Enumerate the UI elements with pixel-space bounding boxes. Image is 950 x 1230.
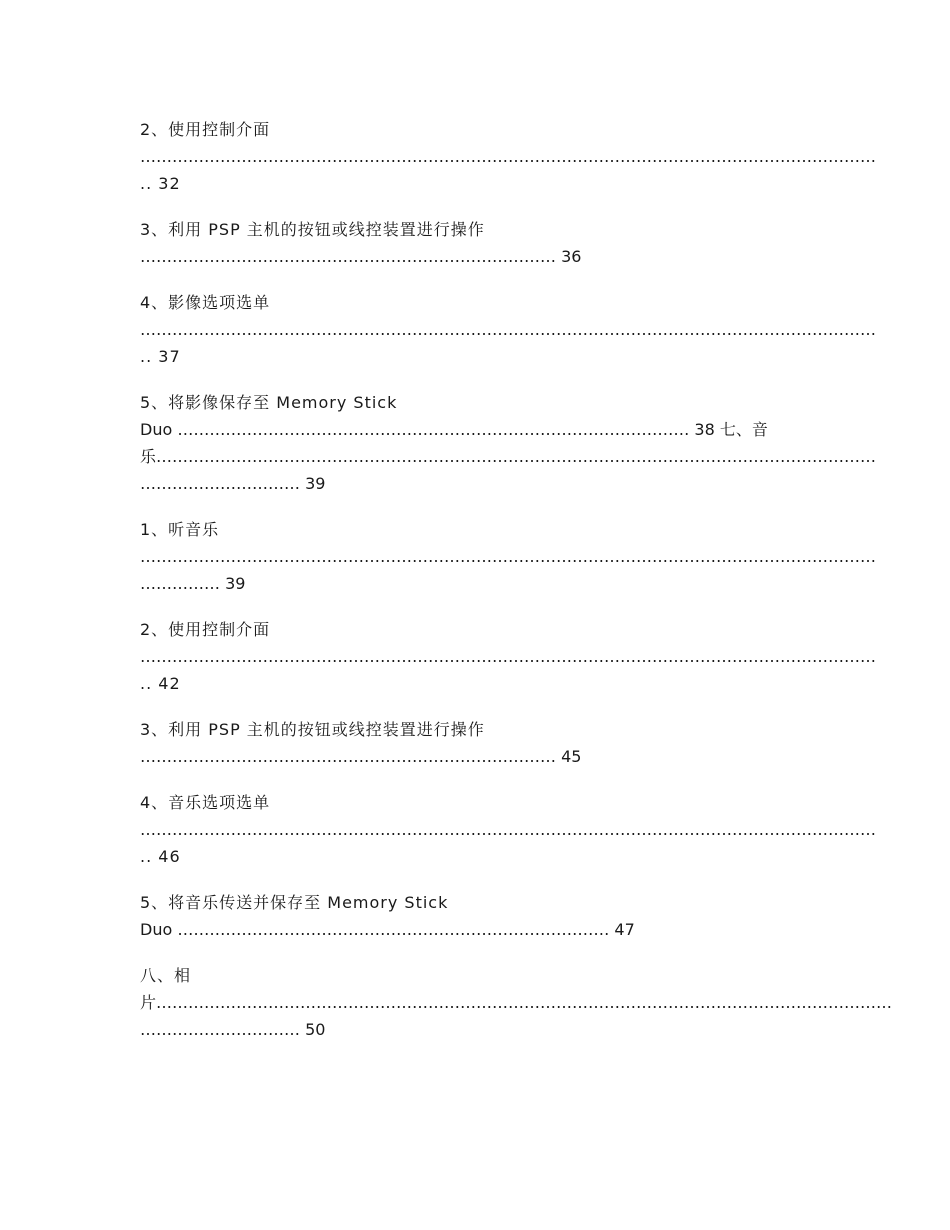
toc-entry-leader: 片………………………………………………………………………………………………………………………… [140,993,892,1012]
toc-entry-title: 3、利用 PSP 主机的按钮或线控装置进行操作 [140,220,485,239]
toc-entry-leader-page: …………………………………………………………………… 36 [140,247,582,266]
toc-entry[interactable] [140,789,876,870]
toc-entry-leader: ………………………………………………………………………………………………………………………… [140,647,876,666]
toc-entry-title: 2、使用控制介面 [140,620,271,639]
toc-entry-page: .. 42 [140,674,181,693]
toc-entry-leader-page: …………………………………………………………………… 45 [140,747,582,766]
toc-entry[interactable] [140,516,876,597]
toc-entry-title: 4、影像选项选单 [140,293,271,312]
toc-entry-title: 4、音乐选项选单 [140,793,271,812]
toc-entry[interactable] [140,389,876,497]
toc-entry-leader: ………………………………………………………………………………………………………………………… [140,820,876,839]
toc-entry-title: 3、利用 PSP 主机的按钮或线控装置进行操作 [140,720,485,739]
toc-entry[interactable] [140,116,876,197]
toc-entry[interactable] [140,889,810,943]
toc-entry-page: .. 46 [140,847,181,866]
toc-entry-page: .. 32 [140,174,181,193]
toc-entry-leader-page: Duo …………………………………………………………………………………… 38 七、音 [140,420,768,439]
toc-entry-title: 5、将影像保存至 Memory Stick [140,393,398,412]
toc-entry-title: 八、相 [140,966,192,985]
toc-entry[interactable] [140,289,876,370]
toc-entry-page: ………………………… 39 [140,474,326,493]
toc-entry-page: ………………………… 50 [140,1020,326,1039]
toc-entry-page: .. 37 [140,347,181,366]
toc-entry-title: 2、使用控制介面 [140,120,271,139]
toc-entry-leader: 乐……………………………………………………………………………………………………………………… [140,447,876,466]
toc-entry-title: 1、听音乐 [140,520,220,539]
toc-entry-leader: ………………………………………………………………………………………………………………………… [140,147,876,166]
toc-entry-leader: ………………………………………………………………………………………………………………………… [140,320,876,339]
table-of-contents [140,116,892,1062]
toc-entry[interactable] [140,216,810,270]
toc-entry[interactable] [140,716,810,770]
toc-entry-leader: ………………………………………………………………………………………………………………………… [140,547,876,566]
toc-entry-leader-page: Duo ……………………………………………………………………… 47 [140,920,635,939]
toc-entry-page: …………… 39 [140,574,246,593]
toc-entry-title: 5、将音乐传送并保存至 Memory Stick [140,893,449,912]
toc-entry[interactable] [140,962,892,1043]
toc-entry[interactable] [140,616,876,697]
